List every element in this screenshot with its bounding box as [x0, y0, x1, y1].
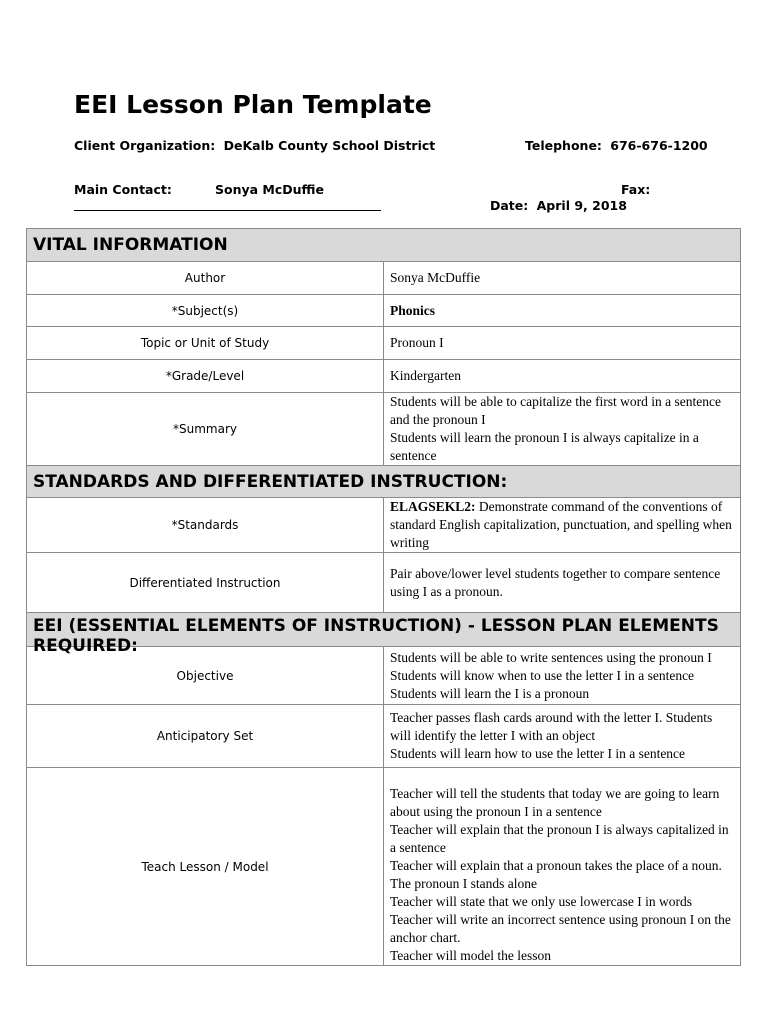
client-organization-label: Client Organization:: [74, 138, 216, 153]
anticipatory-set-row: [27, 705, 741, 768]
lesson-plan-table: [26, 228, 741, 966]
objective-line: Students will learn the I is a pronoun: [390, 685, 590, 701]
differentiated-value: Pair above/lower level students together to compare sentence using I as a pronoun.: [384, 553, 741, 613]
teach-line: Teacher will state that we only use lowercase I in words: [390, 894, 692, 909]
summary-value: [384, 393, 741, 466]
objective-label: Objective: [27, 647, 384, 705]
teach-lesson-row: [27, 768, 741, 966]
vital-information-heading: VITAL INFORMATION: [27, 229, 741, 262]
anticipatory-line: Students will learn how to use the letter I in a sentence: [390, 746, 686, 761]
teach-line: Teacher will explain that the pronoun I is always capitalized in a sentence: [390, 822, 729, 855]
teach-line: Teacher will write an incorrect sentence using pronoun I on the anchor chart.: [390, 912, 731, 945]
eei-heading: EEI (ESSENTIAL ELEMENTS OF INSTRUCTION) - LESSON PLAN ELEMENTS REQUIRED:: [33, 616, 719, 656]
telephone-value: 676-676-1200: [610, 138, 708, 153]
topic-row: [27, 327, 741, 360]
summary-line: Students will be able to capitalize the first word in a sentence and the pronoun I: [390, 394, 722, 427]
differentiated-row: [27, 553, 741, 613]
author-row: [27, 262, 741, 295]
author-label: Author: [27, 262, 384, 295]
anticipatory-line: Teacher passes flash cards around with the letter I. Students will identify the letter I with an object: [390, 710, 713, 743]
standards-text: Demonstrate command of the conventions of standard English capitalization, punctuation, and spelling when writing: [390, 499, 732, 550]
teach-lesson-value: [384, 768, 741, 966]
topic-label: Topic or Unit of Study: [27, 327, 384, 360]
objective-line: Students will be able to write sentences using the pronoun I: [390, 649, 712, 665]
main-contact-value: Sonya McDuffie: [215, 182, 324, 197]
subject-value: Phonics: [390, 302, 436, 318]
grade-row: [27, 360, 741, 393]
subject-label: *Subject(s): [27, 295, 384, 327]
client-organization: [74, 138, 435, 153]
telephone: [525, 138, 708, 153]
main-contact-label: Main Contact:: [74, 182, 172, 197]
standards-heading: STANDARDS AND DIFFERENTIATED INSTRUCTION:: [27, 466, 741, 498]
teach-line: Teacher will explain that a pronoun takes the place of a noun. The pronoun I stands alone: [390, 858, 722, 891]
teach-lesson-label: Teach Lesson / Model: [27, 768, 384, 966]
teach-line: Teacher will tell the students that today we are going to learn about using the pronoun I in a sentence: [390, 786, 720, 819]
author-value: Sonya McDuffie: [384, 262, 741, 295]
objective-value: [384, 647, 741, 705]
date: [490, 198, 627, 213]
standards-label: *Standards: [27, 498, 384, 553]
summary-row: [27, 393, 741, 466]
anticipatory-set-value: [384, 705, 741, 768]
fax-label: Fax:: [621, 182, 651, 197]
anticipatory-set-label: Anticipatory Set: [27, 705, 384, 768]
topic-value: Pronoun I: [384, 327, 741, 360]
differentiated-label: Differentiated Instruction: [27, 553, 384, 613]
summary-label: *Summary: [27, 393, 384, 466]
standards-value: [384, 498, 741, 553]
page-title: EEI Lesson Plan Template: [74, 90, 432, 119]
client-organization-value: DeKalb County School District: [223, 138, 436, 153]
subject-row: [27, 295, 741, 327]
teach-line: Teacher will model the lesson: [390, 948, 552, 963]
signature-line: [74, 210, 381, 211]
standards-code: ELAGSEKL2:: [390, 499, 476, 514]
telephone-label: Telephone:: [525, 138, 602, 153]
standards-row: [27, 498, 741, 553]
objective-line: Students will know when to use the letter I in a sentence: [390, 667, 695, 683]
date-label: Date:: [490, 198, 529, 213]
grade-label: *Grade/Level: [27, 360, 384, 393]
summary-line: Students will learn the pronoun I is always capitalize in a sentence: [390, 430, 699, 463]
grade-value: Kindergarten: [384, 360, 741, 393]
date-value: April 9, 2018: [536, 198, 627, 213]
